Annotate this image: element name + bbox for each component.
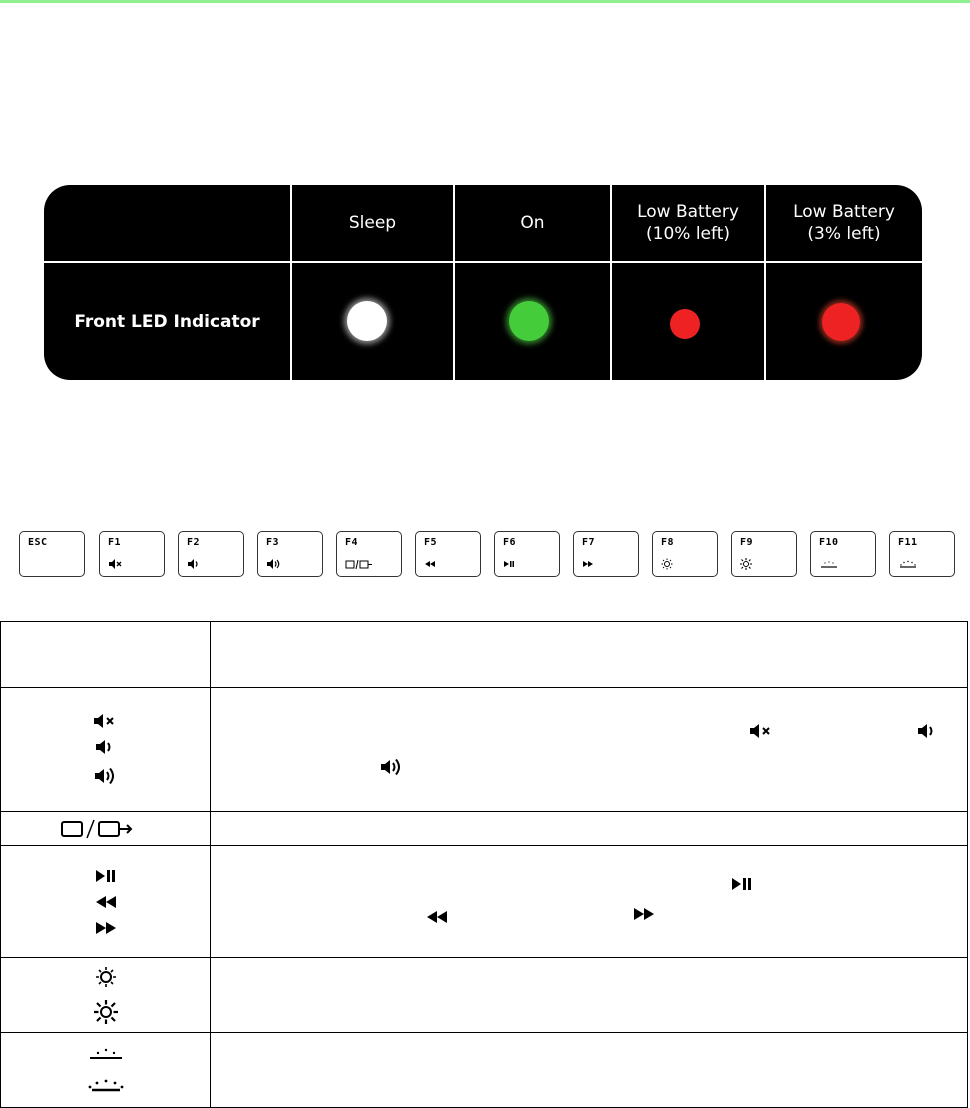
mute-icon — [93, 713, 119, 729]
table-row-volume — [1, 688, 968, 812]
display-toggle-icon — [61, 819, 151, 839]
volume-down-icon — [93, 739, 119, 755]
row-description — [211, 688, 967, 811]
key-label: F5 — [424, 537, 438, 548]
key-label: F8 — [661, 537, 675, 548]
display-toggle-icon — [345, 558, 373, 570]
volume-up-icon — [266, 558, 288, 570]
header-cell-keys — [1, 622, 211, 688]
icon-cell — [1, 846, 211, 958]
backlight-down-icon — [86, 1047, 126, 1061]
led-column-on: On — [520, 213, 545, 233]
table-row-media — [1, 846, 968, 958]
key-f11 — [889, 531, 955, 577]
table-row-brightness — [1, 958, 968, 1033]
led-sleep-white — [347, 301, 387, 341]
key-label: F2 — [187, 537, 201, 548]
description-cell — [211, 812, 968, 846]
backlight-up-icon — [898, 558, 920, 570]
fast-forward-icon — [94, 920, 118, 936]
key-f9 — [731, 531, 797, 577]
volume-up-icon — [92, 765, 120, 787]
table-header-row — [1, 622, 968, 688]
key-f5 — [415, 531, 481, 577]
icon-cell — [1, 958, 211, 1033]
key-label: F6 — [503, 537, 517, 548]
led-row-label: Front LED Indicator — [74, 311, 260, 332]
table-row-display — [1, 812, 968, 846]
top-accent-rule — [0, 0, 970, 3]
play-pause-icon — [94, 868, 118, 884]
icon-cell — [1, 688, 211, 812]
play-pause-icon — [730, 876, 754, 892]
key-f2 — [178, 531, 244, 577]
led-low-battery-3-red — [822, 303, 860, 341]
volume-up-icon — [378, 756, 406, 778]
key-label: F11 — [898, 537, 918, 548]
key-label: ESC — [28, 537, 48, 548]
brightness-up-icon — [94, 1000, 118, 1024]
led-low-battery-10-red — [670, 309, 700, 339]
fast-forward-icon — [582, 558, 604, 570]
rewind-icon — [424, 558, 446, 570]
brightness-up-icon — [740, 558, 762, 570]
table-row-backlight — [1, 1033, 968, 1108]
key-label: F3 — [266, 537, 280, 548]
backlight-down-icon — [819, 558, 841, 570]
row-description — [211, 846, 967, 957]
led-on-green — [509, 301, 549, 341]
volume-down-icon — [187, 558, 209, 570]
key-label: F7 — [582, 537, 596, 548]
key-label: F10 — [819, 537, 839, 548]
rewind-icon — [94, 894, 118, 910]
description-cell — [211, 958, 968, 1033]
key-label: F4 — [345, 537, 359, 548]
brightness-down-icon — [661, 558, 683, 570]
description-cell — [211, 1033, 968, 1108]
mute-icon — [749, 723, 775, 739]
led-column-low-battery-10: Low Battery (10% left) — [637, 202, 739, 244]
description-cell — [211, 846, 968, 958]
volume-down-icon — [915, 723, 941, 739]
key-f7 — [573, 531, 639, 577]
description-cell — [211, 688, 968, 812]
mute-icon — [108, 558, 130, 570]
rewind-icon — [425, 909, 449, 925]
key-label: F1 — [108, 537, 122, 548]
fast-forward-icon — [632, 906, 656, 922]
key-esc — [19, 531, 85, 577]
icon-cell — [1, 1033, 211, 1108]
key-label: F9 — [740, 537, 754, 548]
led-column-low-battery-3: Low Battery (3% left) — [793, 202, 895, 244]
key-f6 — [494, 531, 560, 577]
key-f1 — [99, 531, 165, 577]
led-indicator-table — [44, 185, 922, 380]
play-pause-icon — [503, 558, 525, 570]
brightness-down-icon — [95, 966, 117, 988]
icon-cell — [1, 812, 211, 846]
led-column-sleep: Sleep — [348, 213, 397, 233]
function-key-table — [0, 621, 968, 1108]
key-f4 — [336, 531, 402, 577]
key-f8 — [652, 531, 718, 577]
key-f10 — [810, 531, 876, 577]
backlight-up-icon — [86, 1077, 126, 1093]
header-cell-function — [211, 622, 968, 688]
key-f3 — [257, 531, 323, 577]
